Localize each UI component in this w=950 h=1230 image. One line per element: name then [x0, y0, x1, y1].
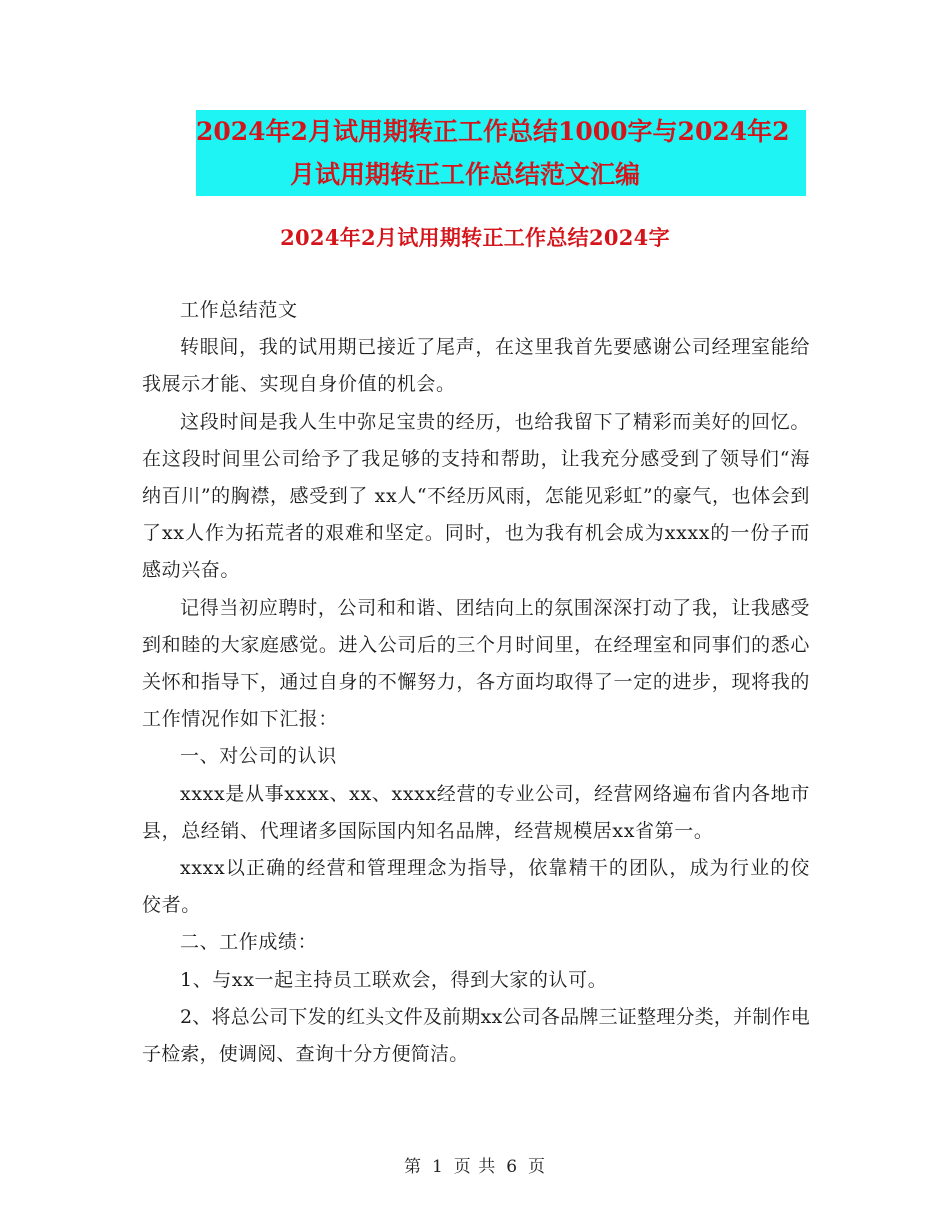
page-footer: [0, 1152, 950, 1177]
document-title: [196, 110, 806, 196]
paragraph-heading: 二、工作成绩：: [180, 931, 318, 954]
page-label-prefix: 第: [403, 1157, 422, 1177]
page-label-suffix: 页: [528, 1157, 547, 1177]
paragraph-heading: 一、对公司的认识: [180, 745, 337, 768]
total-pages-number: 6: [506, 1157, 519, 1177]
current-page-number: 1: [431, 1157, 444, 1177]
paragraph: 工作总结范文: [180, 299, 298, 321]
document-body: [142, 292, 810, 1073]
section-title: 2024年2月试用期转正工作总结2024字: [280, 225, 670, 250]
paragraph: 这段时间是我人生中弥足宝贵的经历，也给我留下了精彩而美好的回忆。在这段时间里公司给予了我足够的支持和帮助，让我充分感受到了领导们“海纳百川”的胸襟，感受到了 xx人“不经历风雨，怎能见彩虹”的豪气，也体会到了xx人作为拓荒者的艰难和坚定。同时，也为我有机会成为xxxx的一份子而感动兴奋。: [142, 410, 810, 582]
paragraph: 记得当初应聘时，公司和和谐、团结向上的氛围深深打动了我，让我感受到和睦的大家庭感觉。进入公司后的三个月时间里，在经理室和同事们的悉心关怀和指导下，通过自身的不懈努力，各方面均取得了一定的进步，现将我的工作情况作如下汇报：: [142, 596, 810, 731]
paragraph: xxxx是从事xxxx、xx、xxxx经营的专业公司，经营网络遍布省内各地市县，总经销、代理诸多国际国内知名品牌，经营规模居xx省第一。: [142, 782, 810, 842]
title-line-2: 月试用期转正工作总结范文汇编: [290, 160, 641, 189]
paragraph: xxxx以正确的经营和管理理念为指导，依靠精干的团队，成为行业的佼佼者。: [142, 857, 810, 917]
paragraph: 转眼间，我的试用期已接近了尾声，在这里我首先要感谢公司经理室能给我展示才能、实现自身价值的机会。: [142, 336, 810, 396]
page-label-mid: 页 共: [453, 1157, 497, 1177]
paragraph: 2、将总公司下发的红头文件及前期xx公司各品牌三证整理分类，并制作电子检索，使调阅、查询十分方便简洁。: [142, 1005, 810, 1066]
title-line-1: 2024年2月试用期转正工作总结1000字与2024年2: [196, 117, 790, 146]
paragraph: 1、与xx一起主持员工联欢会，得到大家的认可。: [180, 968, 608, 991]
